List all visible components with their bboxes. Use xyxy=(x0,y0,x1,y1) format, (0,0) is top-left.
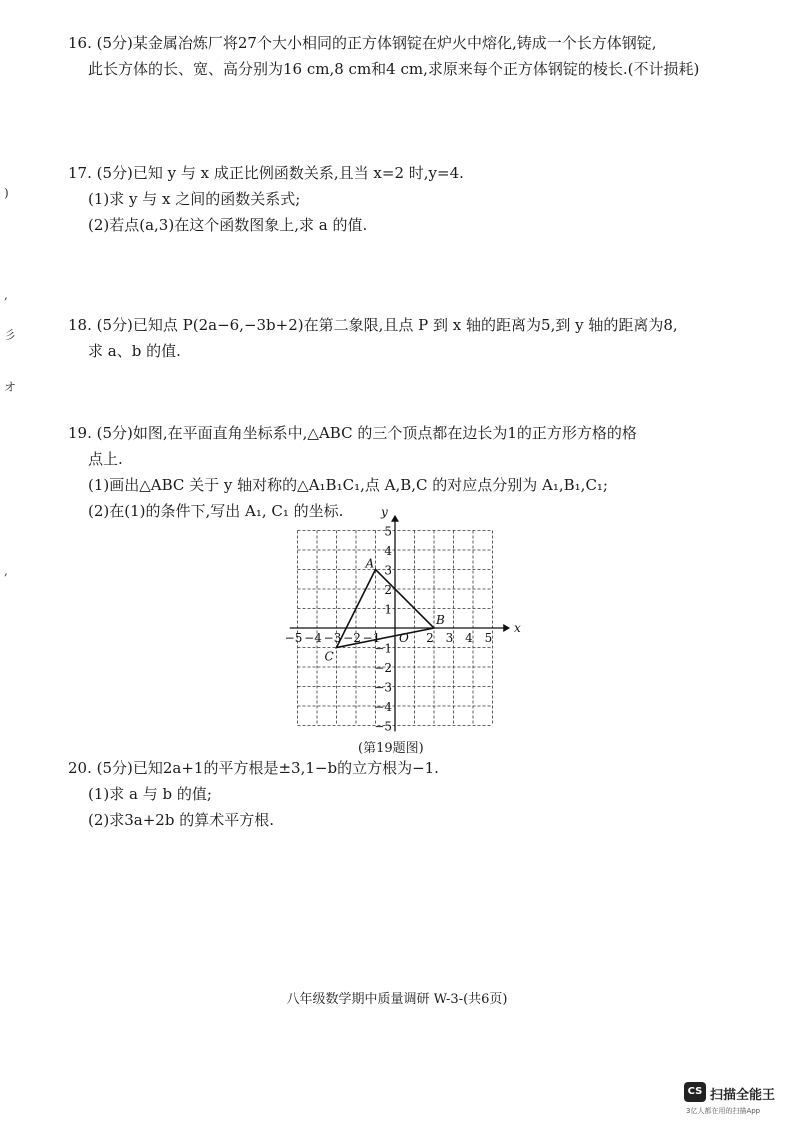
question-17-part1: (1)求 y 与 x 之间的函数关系式; xyxy=(88,190,301,208)
scanner-watermark xyxy=(684,1082,794,1124)
vertex-c-label: C xyxy=(324,649,334,664)
x-tick-label: 5 xyxy=(484,631,493,645)
x-axis-arrow-icon xyxy=(503,624,510,632)
x-axis-label: x xyxy=(513,621,521,635)
question-19-part1: (1)画出△ABC 关于 y 轴对称的△A₁B₁C₁,点 A,B,C 的对应点分别为 A₁,B₁,C₁; xyxy=(88,476,608,494)
margin-mark: , xyxy=(4,288,8,302)
x-tick-label: 4 xyxy=(465,631,473,645)
question-20-part2: (2)求3a+2b 的算术平方根. xyxy=(88,811,274,829)
question-16-line2: 此长方体的长、宽、高分别为16 cm,8 cm和4 cm,求原来每个正方体钢锭的棱长.(不计损耗) xyxy=(88,60,700,78)
question-20 xyxy=(68,755,738,833)
question-19-line1: 19. (5分)如图,在平面直角坐标系中,△ABC 的三个顶点都在边长为1的正方形方格的格 xyxy=(68,424,637,442)
question-18 xyxy=(68,312,738,364)
y-tick-label: 3 xyxy=(384,563,392,578)
y-tick-label: 5 xyxy=(384,524,392,539)
question-16 xyxy=(68,30,738,82)
y-tick-label: 2 xyxy=(384,583,392,597)
x-tick-label: −2 xyxy=(343,631,361,645)
x-tick-label: −5 xyxy=(284,631,303,645)
question-19 xyxy=(68,420,738,524)
y-tick-label: −5 xyxy=(374,719,392,734)
x-tick-label: −4 xyxy=(304,631,322,645)
y-tick-label: −2 xyxy=(374,661,392,675)
y-tick-label: 1 xyxy=(384,602,392,617)
x-tick-label: 3 xyxy=(445,631,454,645)
question-17-line1: 17. (5分)已知 y 与 x 成正比例函数关系,且当 x=2 时,y=4. xyxy=(68,164,464,182)
question-18-line2: 求 a、b 的值. xyxy=(88,342,181,360)
y-axis-arrow-icon xyxy=(391,515,399,522)
page-footer: 八年级数学期中质量调研 W-3-(共6页) xyxy=(286,992,508,1007)
figure-caption: (第19题图) xyxy=(358,741,424,756)
question-17-part2: (2)若点(a,3)在这个函数图象上,求 a 的值. xyxy=(88,216,368,234)
x-tick-label: 2 xyxy=(426,631,434,645)
margin-mark: , xyxy=(4,564,8,578)
margin-mark: オ xyxy=(4,380,17,394)
tick-labels xyxy=(285,505,521,734)
y-tick-label: −4 xyxy=(374,700,392,714)
vertex-a-label: A xyxy=(365,556,375,571)
question-20-line1: 20. (5分)已知2a+1的平方根是±3,1−b的立方根为−1. xyxy=(68,759,439,777)
margin-mark: 彡 xyxy=(4,328,17,342)
y-tick-label: −1 xyxy=(374,641,392,656)
y-tick-label: −3 xyxy=(374,680,392,695)
question-18-line1: 18. (5分)已知点 P(2a−6,−3b+2)在第二象限,且点 P 到 x 轴的距离为5,到 y 轴的距离为8, xyxy=(68,316,678,334)
question-19-part2: (2)在(1)的条件下,写出 A₁, C₁ 的坐标. xyxy=(88,502,344,520)
question-16-line1: 16. (5分)某金属冶炼厂将27个大小相同的正方体钢锭在炉火中熔化,铸成一个长方体钢锭, xyxy=(68,34,657,52)
axes xyxy=(290,515,510,731)
y-axis-label: y xyxy=(381,504,388,519)
brand-name: 扫描全能王 xyxy=(710,1088,776,1103)
question-19-line2: 点上. xyxy=(88,450,123,468)
origin-label: O xyxy=(399,631,409,645)
margin-mark: ) xyxy=(4,186,9,200)
x-tick-label: −1 xyxy=(362,631,381,645)
x-tick-label: −3 xyxy=(323,631,342,645)
question-20-part1: (1)求 a 与 b 的值; xyxy=(88,785,212,803)
camscanner-logo-icon: CS xyxy=(684,1082,706,1102)
y-tick-label: 4 xyxy=(384,544,392,558)
brand-slogan: 3亿人都在用的扫描App xyxy=(686,1107,761,1115)
vertex-b-label: B xyxy=(436,613,445,627)
coordinate-grid-figure xyxy=(278,504,521,755)
question-17 xyxy=(68,160,738,238)
